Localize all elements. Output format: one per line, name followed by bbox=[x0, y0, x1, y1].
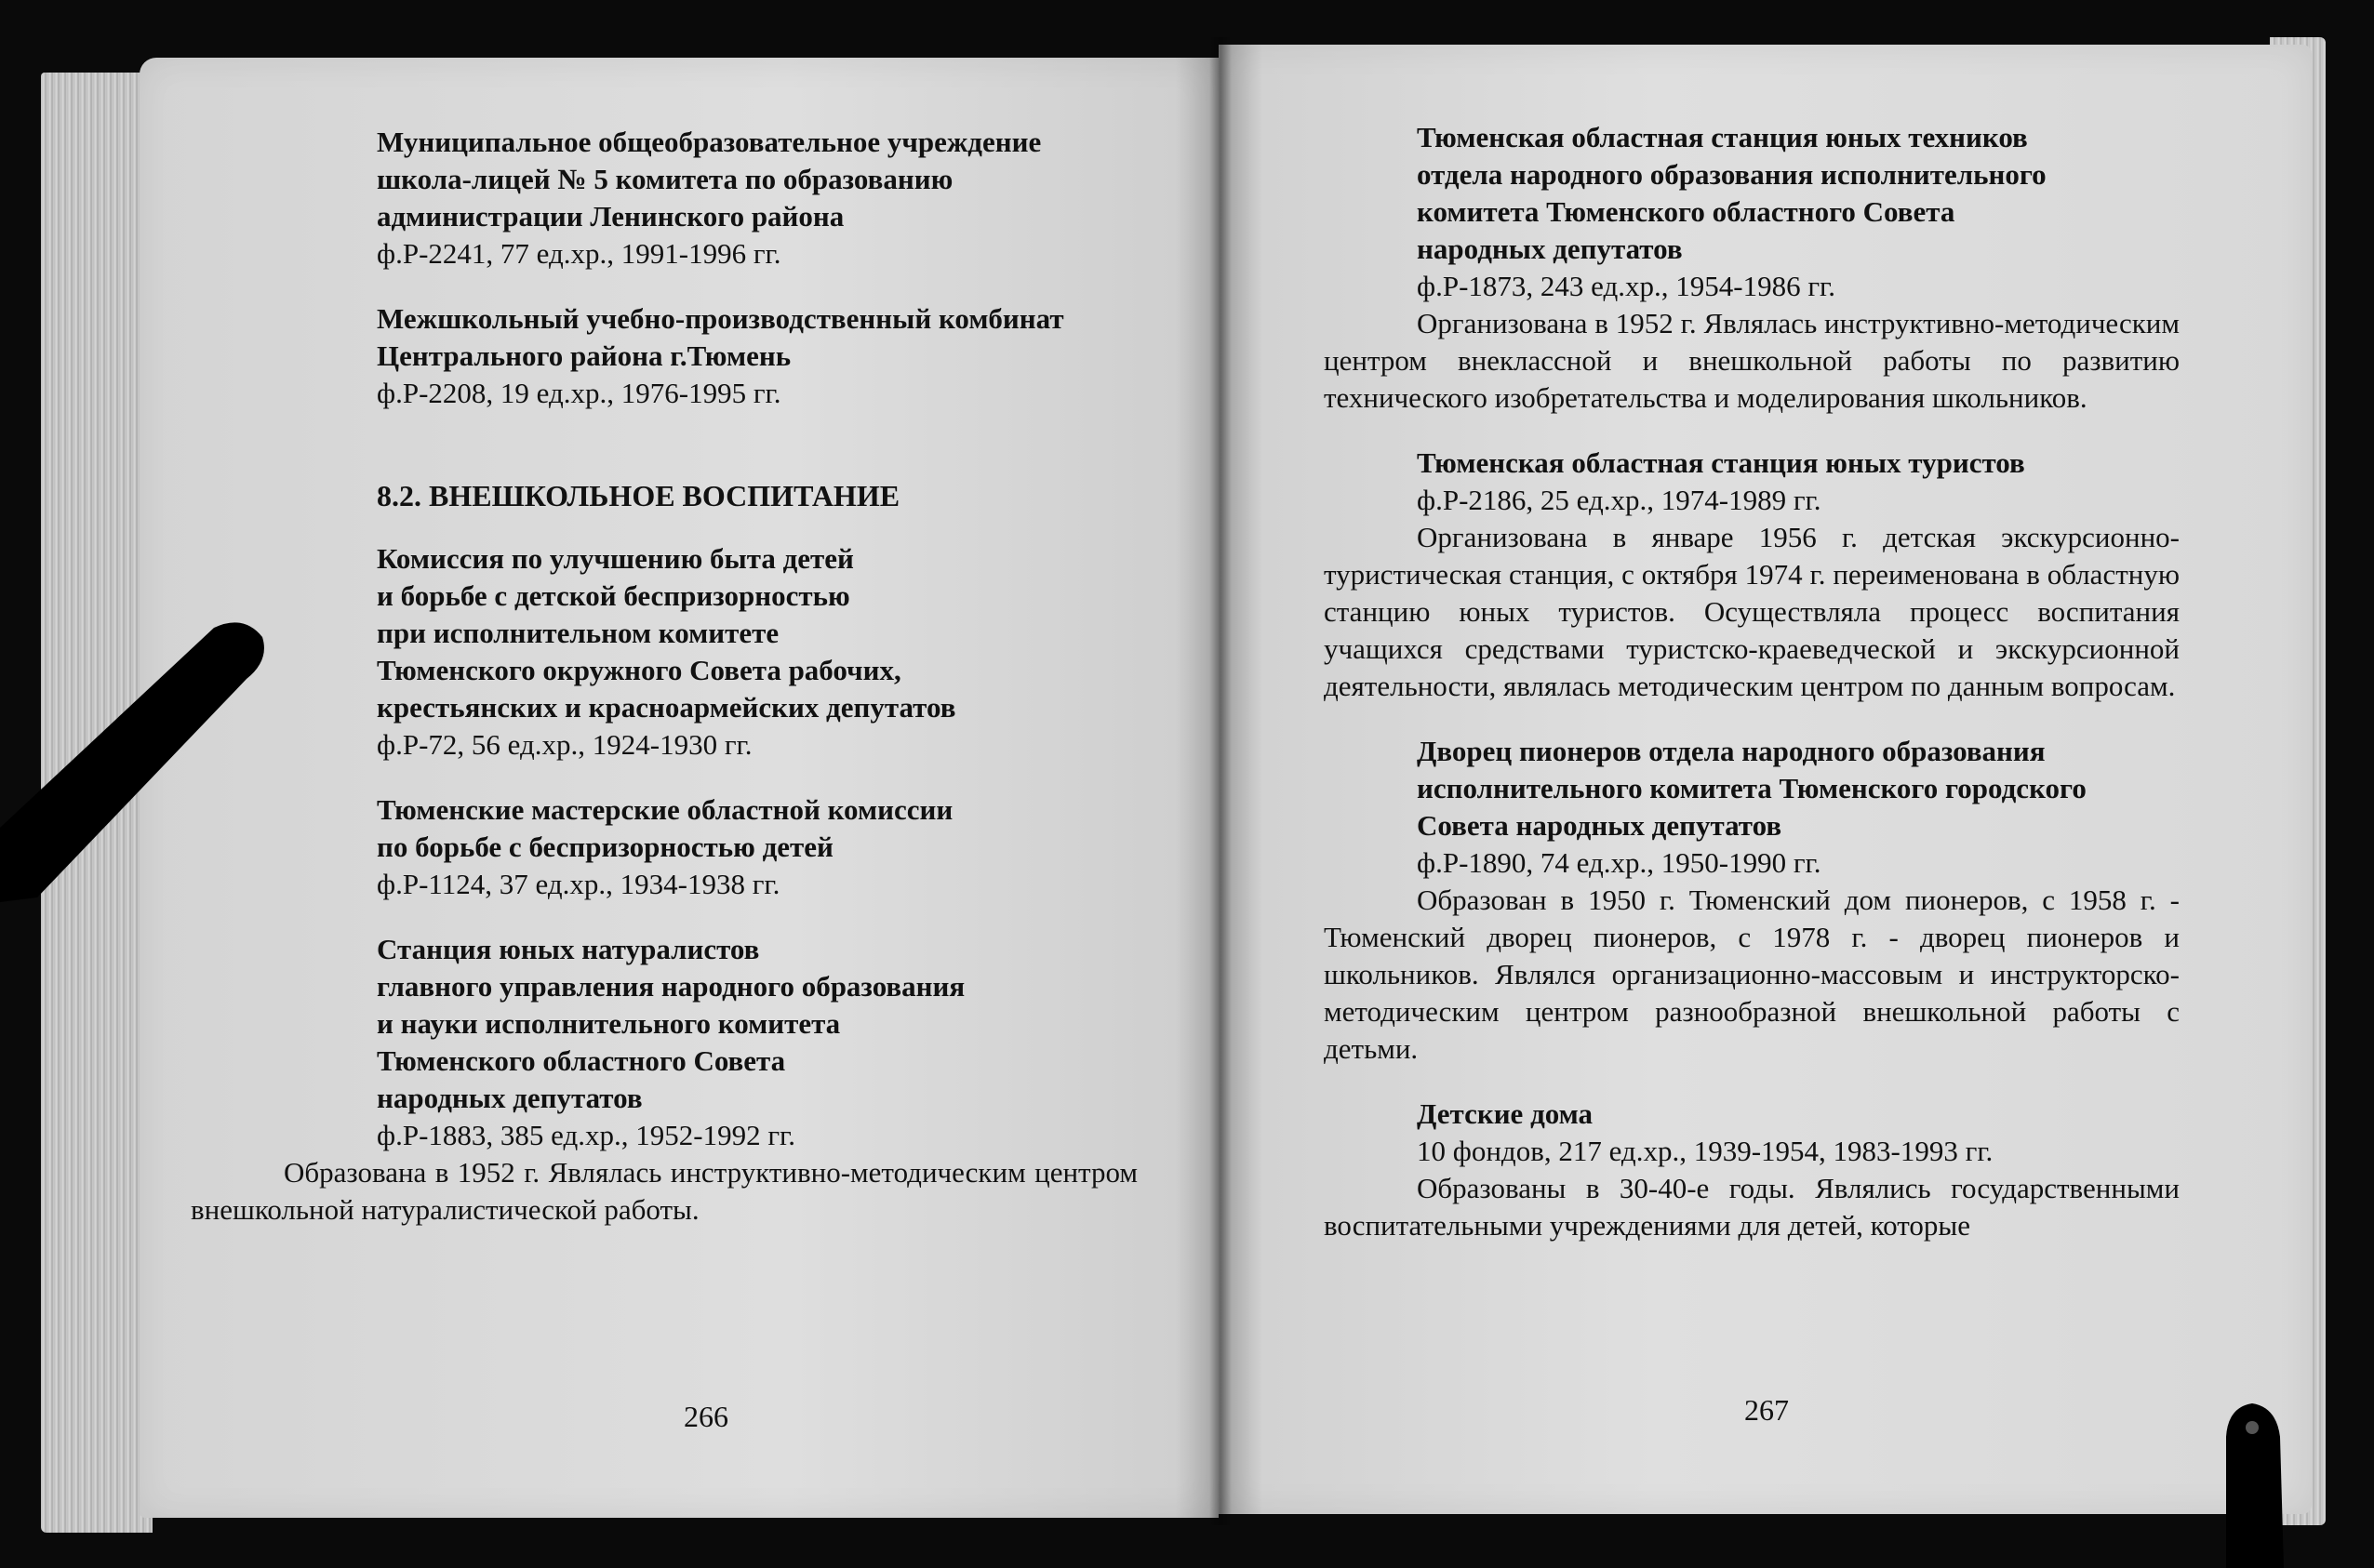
entry-fond: ф.Р-2241, 77 ед.хр., 1991-1996 гг. bbox=[377, 237, 781, 270]
entry-pioneers-palace bbox=[1324, 733, 2180, 1068]
entry-tyumen-workshops bbox=[284, 791, 1138, 903]
entry-fond: ф.Р-1124, 37 ед.хр., 1934-1938 гг. bbox=[377, 868, 780, 900]
bookmark-ribbon-left bbox=[0, 595, 279, 902]
entry-orphanages bbox=[1324, 1096, 2180, 1244]
entry-children-commission bbox=[284, 540, 1138, 764]
entry-fond: ф.Р-1873, 243 ед.хр., 1954-1986 гг. bbox=[1417, 270, 1836, 302]
entry-title: Тюменская областная станция юных техников отдела народного образования исполнительного комитета Тюменского областного Совета народных депутатов bbox=[1417, 121, 2047, 265]
book-gutter bbox=[1209, 37, 1232, 1525]
page-number-left: 266 bbox=[684, 1400, 728, 1433]
entry-title: Дворец пионеров отдела народного образования исполнительного комитета Тюменского городского Совета народных депутатов bbox=[1417, 735, 2087, 842]
entry-title: Тюменская областная станция юных туристов bbox=[1417, 446, 2025, 479]
entry-training-combine bbox=[284, 300, 1138, 412]
entry-description: Организована в 1952 г. Являлась инструктивно-методическим центром внеклассной и внешкольной работы по развитию технического изобретательства и моделирования школьников. bbox=[1324, 307, 2180, 414]
entry-fond: ф.Р-2186, 25 ед.хр., 1974-1989 гг. bbox=[1417, 484, 1821, 516]
entry-title: Станция юных натуралистов главного управления народного образования и науки исполнительного комитета Тюменского областного Совета народных депутатов bbox=[377, 933, 966, 1114]
entry-fond: ф.Р-72, 56 ед.хр., 1924-1930 гг. bbox=[377, 728, 753, 761]
entry-school-lyceum-5 bbox=[284, 124, 1138, 272]
left-page-text bbox=[191, 124, 1138, 1256]
section-heading: 8.2. ВНЕШКОЛЬНОЕ ВОСПИТАНИЕ bbox=[377, 479, 900, 512]
entry-description: Образована в 1952 г. Являлась инструктивно-методическим центром внешкольной натуралистической работы. bbox=[191, 1156, 1138, 1226]
entry-young-tourists bbox=[1324, 445, 2180, 705]
entry-title: Комиссия по улучшению быта детей и борьбе с детской беспризорностью при исполнительном комитете Тюменского окружного Совета рабочих, крестьянских и красноармейских депутатов bbox=[377, 542, 956, 724]
entry-description: Образован в 1950 г. Тюменский дом пионеров, с 1958 г. - Тюменский дворец пионеров, с 1978 г. - дворец пионеров и школьников. Являлся организационно-массовым и инструкторско-методическим центром разнообразной внешкольной работы с детьми. bbox=[1324, 884, 2180, 1065]
entry-fond: ф.Р-1890, 74 ед.хр., 1950-1990 гг. bbox=[1417, 846, 1821, 879]
entry-title: Муниципальное общеобразовательное учреждение школа-лицей № 5 комитета по образованию администрации Ленинского района bbox=[377, 126, 1042, 233]
entry-fond: 10 фондов, 217 ед.хр., 1939-1954, 1983-1993 гг. bbox=[1417, 1135, 1994, 1167]
entry-young-technicians bbox=[1324, 119, 2180, 417]
entry-title: Тюменские мастерские областной комиссии по борьбе с беспризорностью детей bbox=[377, 793, 954, 863]
right-page-text bbox=[1324, 119, 2180, 1272]
entry-description: Организована в январе 1956 г. детская экскурсионно-туристическая станция, с октября 1974 г. переименована в областную станцию юных туристов. Осуществляла процесс воспитания учащихся средствами туристско-краеведческой и экскурсионной деятельности, являлась методическим центром по данным вопросам. bbox=[1324, 521, 2180, 702]
entry-fond: ф.Р-2208, 19 ед.хр., 1976-1995 гг. bbox=[377, 377, 781, 409]
bookmark-ribbon-right bbox=[2219, 1400, 2293, 1568]
entry-title: Детские дома bbox=[1417, 1097, 1594, 1130]
page-number-right: 267 bbox=[1744, 1393, 1789, 1427]
entry-description: Образованы в 30-40-е годы. Являлись государственными воспитательными учреждениями для детей, которые bbox=[1324, 1172, 2180, 1242]
entry-title: Межшкольный учебно-производственный комбинат Центрального района г.Тюмень bbox=[377, 302, 1064, 372]
entry-fond: ф.Р-1883, 385 ед.хр., 1952-1992 гг. bbox=[377, 1119, 796, 1151]
entry-young-naturalists bbox=[191, 931, 1138, 1229]
